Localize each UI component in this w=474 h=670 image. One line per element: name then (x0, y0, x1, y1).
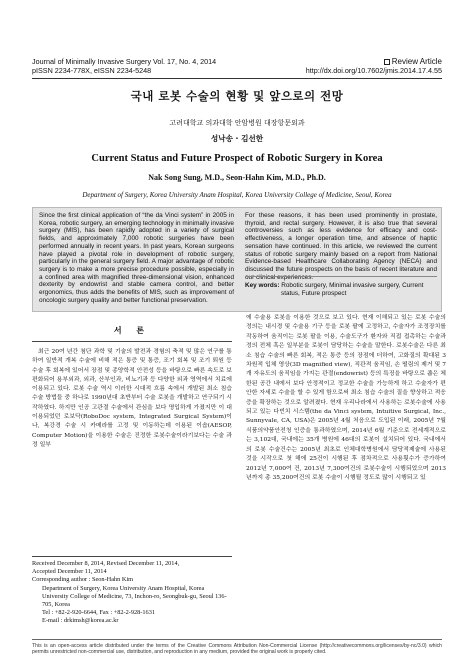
journal-citation: Journal of Minimally Invasive Surgery Vol. 17, No. 4, 2014 (32, 57, 217, 66)
checkbox-square-icon (384, 59, 390, 65)
journal-info (32, 58, 216, 75)
body-text-right-column: 에 수술용 로봇을 이용한 것으로 보고 있다. 현재 이해되고 있는 로봇 수술의 정의는 내시경 및 수술용 기구 등을 로봇 팔에 고정하고, 수술자가 조정장치를 작동하여 움직이는 로봇 팔을 이용, 수술도구가 환자와 직접 접촉하는 수술과정의 전체 혹은 일부분을 로봇이 담당하는 수술을 말한다. 로봇수술은 다른 최소 침습 수술의 빠른 회복, 적은 통증 등의 장점에 더하여, 고화질의 확대된 3차원적 입체 영상(3D magnified view), 직관적 움직임, 손 떨림의 제거 및 7개 자유도의 움직임을 가지는 관절(endowrist) 등의 특징을 바탕으로 좁은 체한된 공간 내에서 보다 안정적이고 정교한 수술을 가능하게 하고 수술자가 편안한 자세로 수술을 할 수 있게 함으로써 최소 침습 수술의 질을 향상하고 적응증을 확장하는 것으로 알려졌다. 현재 우리나라에서 사용하는 로봇수술에 사용되고 있는 다빈치 시스템(the da Vinci system, Intuitive Surgical, Inc., Sunnyvale, CA, USA)은 2005년 4월 처음으로 도입된 이래, 2005년 7월 식품의약품안전청 인증을 통과하였으며, 2014년 6월 기준으로 전세계적으로는 3,102대, 국내에는 35개 병원에 46대의 로봇이 설치되어 있다. 국내에서의 로봇 수술건수는 2005년 최초로 인체대학병원에서 담당적제술에 사용된 것을 시작으로 첫 해에 25건이 시행된 후 점차적으로 사용횟수가 증가하여 2012년 7,000여 건, 2013년 7,300여건의 로봇수술이 시행되었으며 2013년까지 총 35,200여건의 로봇 수술이 시행될 정도로 많이 시행되고 있 (246, 315, 446, 481)
english-department: Department of Surgery, Korea University Anam Hospital, Korea University College of Medicine, Seoul, Korea (82, 191, 392, 199)
abstract-left-column: Since the first clinical application of “the da Vinci system” in 2005 in Korea, robotic surgery, an emerging technology in minimally invasive surgery (MIS), has been rapidly adopted in a variety of surgical fields, and approximately 7,000 robotic surgeries have been performed annually in recent years. In past years, Korean surgeons have played a pivotal role in development of robotic surgery, particularly in the general surgery field. A major advantage of robotic surgery is to make a more precise procedure possible, especially in a confined area with magnified three-dimensional vision, enhanced dexterity by endowrist and stable camera control, and better ergonomics, thus adds the benefits of MIS, such as improvement of oncologic surgery quality and better functional preservation. (39, 212, 234, 304)
keywords-label: Key words: (245, 282, 280, 289)
abstract-box (32, 207, 442, 312)
author-phone: Tel : +82-2-920-6644, Fax : +82-2-928-1631 (42, 609, 155, 617)
korean-affiliation: 고려대학교 의과대학 안암병원 대장항문외과 (169, 119, 305, 127)
section-divider (32, 341, 232, 342)
license-notice: This is an open-access article distributed under the terms of the Creative Commons Attribution Non-Commercial License (http://creativecommons.org/licenses/by-nc/3.0) which permits unrestricted non-commercial use, distribution, and reproduction in any medium, provided the original work is properly cited. (32, 643, 442, 656)
correspondence-footnote (32, 560, 232, 626)
english-authors: Nak Song Sung, M.D., Seon-Hahn Kim, M.D., Ph.D. (148, 173, 326, 182)
keywords-block (245, 276, 437, 297)
corresponding-author: Corresponding author : Seon-Hahn Kim (32, 576, 134, 584)
accepted-date: Accepted December 11, 2014 (32, 568, 107, 576)
author-address: Department of Surgery, Korea University Anam Hospital, Korea University College of Medicine, 73, Inchon-ro, Seongbuk-gu, Seoul 136-705, Korea (42, 584, 227, 609)
korean-authors: 성낙송 · 김선한 (210, 134, 264, 143)
keywords-list: Robotic surgery, Minimal invasive surgery, Current status, Future prospect (281, 282, 424, 297)
abstract-right-column: For these reasons, it has been used prominently in prostate, thyroid, and rectal surgery. However, it is also true that several controversies such as less evidence for efficacy and cost-effectiveness, a longer operation time, and absence of haptic sensation have continued. In this article, we reviewed the current status of robotic surgery mainly based on a report from National Evidence-based Healthcare Collaborating Agency (NECA) and discussed the future prospects on the basis of recent literature and our clinical experiences. (245, 212, 437, 281)
received-date: Received December 8, 2014, Revised December 11, 2014, (32, 560, 180, 567)
doi-link[interactable]: http://dx.doi.org/10.7602/jmis.2014.17.4.55 (305, 65, 442, 75)
article-meta (306, 58, 442, 75)
korean-title: 국내 로봇 수술의 현황 및 앞으로의 전망 (130, 89, 344, 103)
body-text-left-column: 최근 20여 년간 첨단 과학 및 기술의 발전과 경험의 축적 및 많은 연구를 통하여 일반적 개복 수술에 비해 적은 통증 및 통증, 조기 회복 및 조기 퇴원 등 수술 후 회복에 있어서 장점 및 종양학적 안전성 등을 바탕으로 빠른 속도로 보편화되어 용부외과, 외과, 산부인과, 비뇨기과 등 다양한 외과 영역에서 치료에 이용되고 있다. 로봇 수술 역시 이러한 시대적 흐름 속에서 개발된 최소 침습 수술 방법들 중 하나로 1990년대 초반부터 수술 로봇을 개발하고 연구되기 시작하였다. 하지만 인공 고관절 수술에서 관심을 보다 명입하게 가졌지만 이 대 이용되었던 로보닥(RoboDoc system, Integrated Surgical System)이나, 복강경 수술 시 카메라를 고정 및 이동하는데 이용된 이솝(AESOP, Computer Motion)을 이용한 수술은 진정한 로봇수술이라기보다는 수술 과정 일부 (32, 349, 232, 448)
english-title: Current Status and Future Prospect of Robotic Surgery in Korea (91, 153, 383, 164)
journal-issn: pISSN 2234-778X, eISSN 2234-5248 (32, 65, 152, 75)
footnote-divider (32, 556, 232, 557)
header-divider (32, 78, 442, 79)
review-article-label: Review Article (391, 57, 442, 66)
author-email[interactable]: E-mail : drkimsh@korea.ac.kr (42, 617, 119, 625)
section-heading-introduction: 서 론 (113, 326, 151, 335)
journal-header (32, 58, 442, 80)
license-divider (32, 639, 442, 640)
